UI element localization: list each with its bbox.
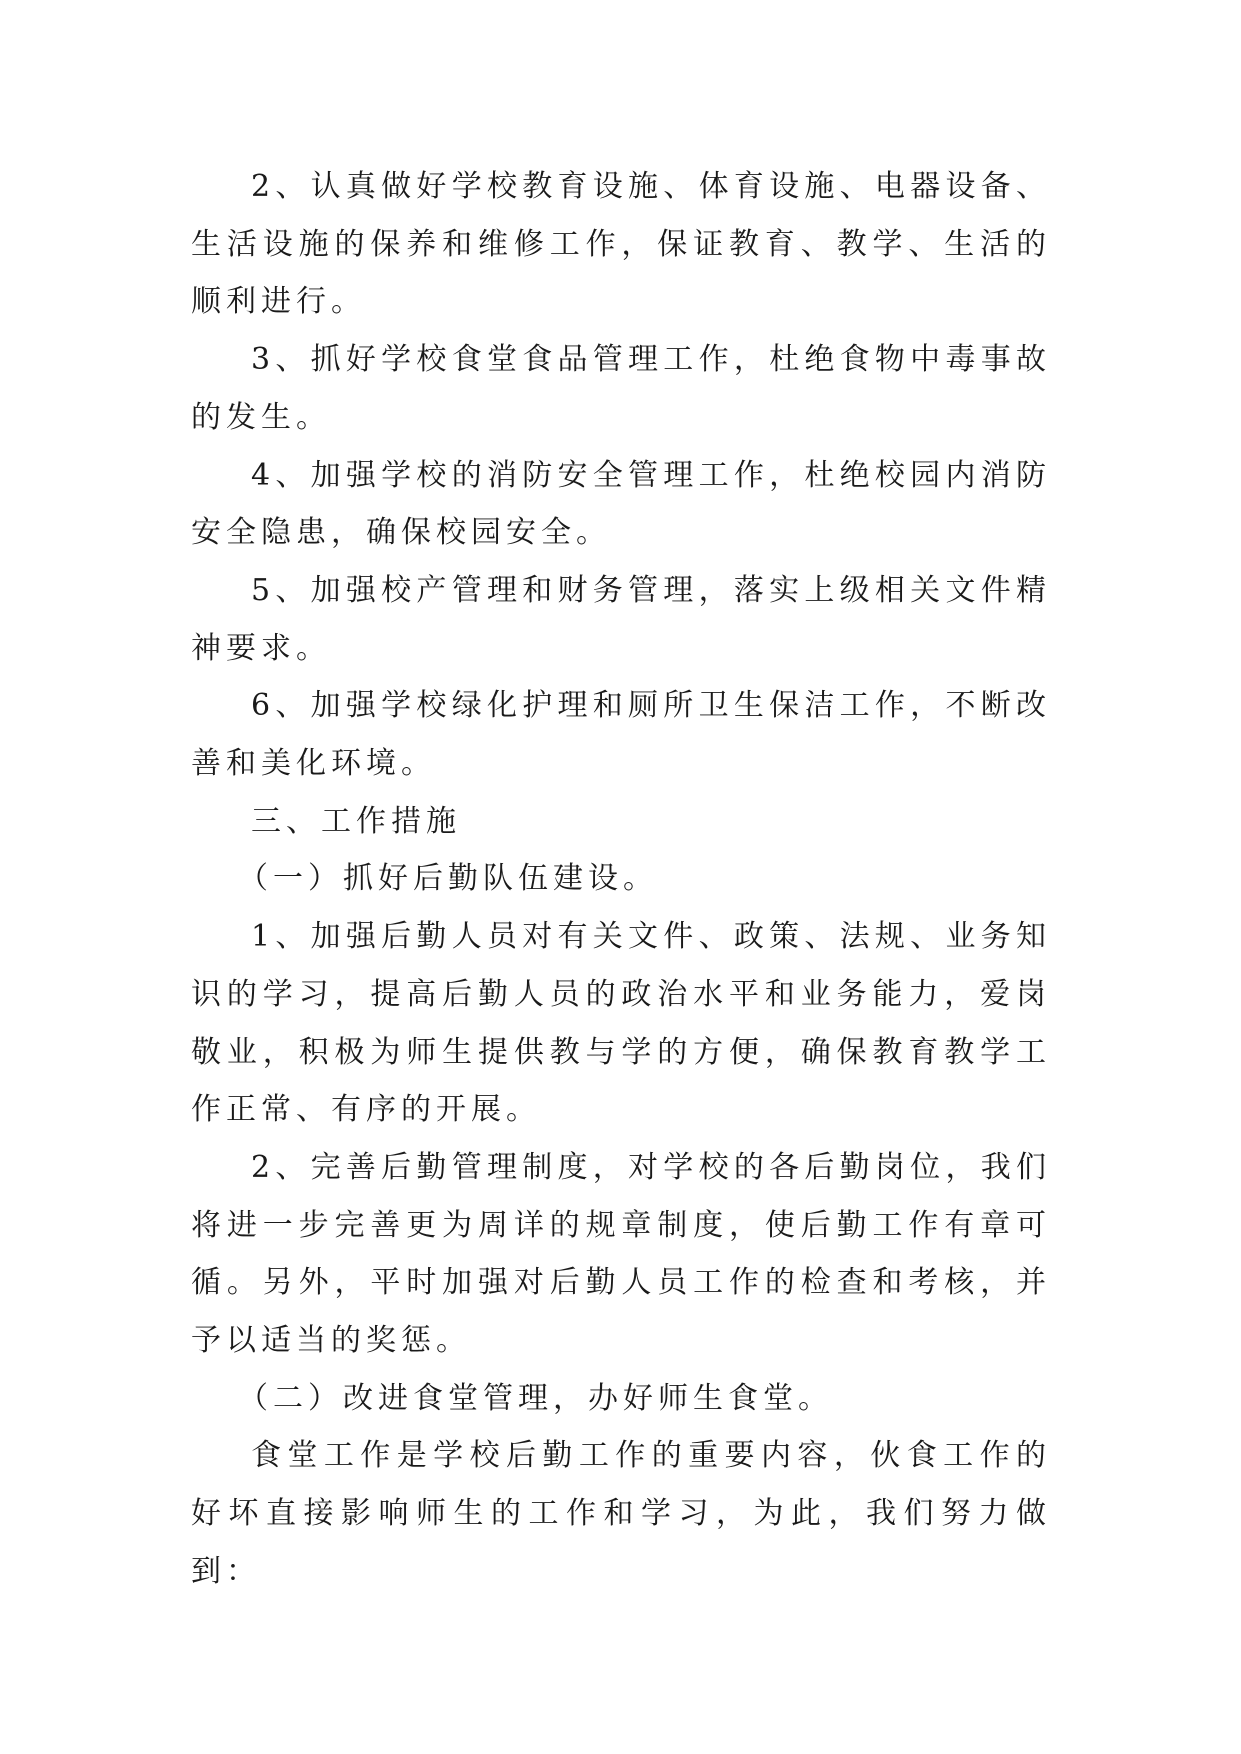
subsection-heading-1: （一）抓好后勤队伍建设。 <box>238 861 658 897</box>
document-body <box>191 158 1051 1601</box>
paragraph-item-4: 4、加强学校的消防安全管理工作，杜绝校园内消防安全隐患，确保校园安全。 <box>191 457 1051 551</box>
paragraph-item-5: 5、加强校产管理和财务管理，落实上级相关文件精神要求。 <box>191 572 1051 666</box>
measure-item-1: 1、加强后勤人员对有关文件、政策、法规、业务知识的学习，提高后勤人员的政治水平和业务能力，爱岗敬业，积极为师生提供教与学的方便，确保教育教学工作正常、有序的开展。 <box>191 919 1051 1128</box>
paragraph-item-3: 3、抓好学校食堂食品管理工作，杜绝食物中毒事故的发生。 <box>191 342 1051 435</box>
subsection-heading-2: （二）改进食堂管理，办好师生食堂。 <box>238 1380 833 1416</box>
section-heading: 三、工作措施 <box>251 803 461 839</box>
canteen-paragraph: 食堂工作是学校后勤工作的重要内容，伙食工作的好坏直接影响师生的工作和学习，为此，我们努力做到： <box>191 1438 1051 1589</box>
measure-item-2: 2、完善后勤管理制度，对学校的各后勤岗位，我们将进一步完善更为周详的规章制度，使后勤工作有章可循。另外，平时加强对后勤人员工作的检查和考核，并予以适当的奖惩。 <box>191 1149 1051 1359</box>
paragraph-item-6: 6、加强学校绿化护理和厕所卫生保洁工作，不断改善和美化环境。 <box>191 688 1051 782</box>
paragraph-item-2: 2、认真做好学校教育设施、体育设施、电器设备、生活设施的保养和维修工作，保证教育、教学、生活的顺利进行。 <box>191 169 1051 320</box>
